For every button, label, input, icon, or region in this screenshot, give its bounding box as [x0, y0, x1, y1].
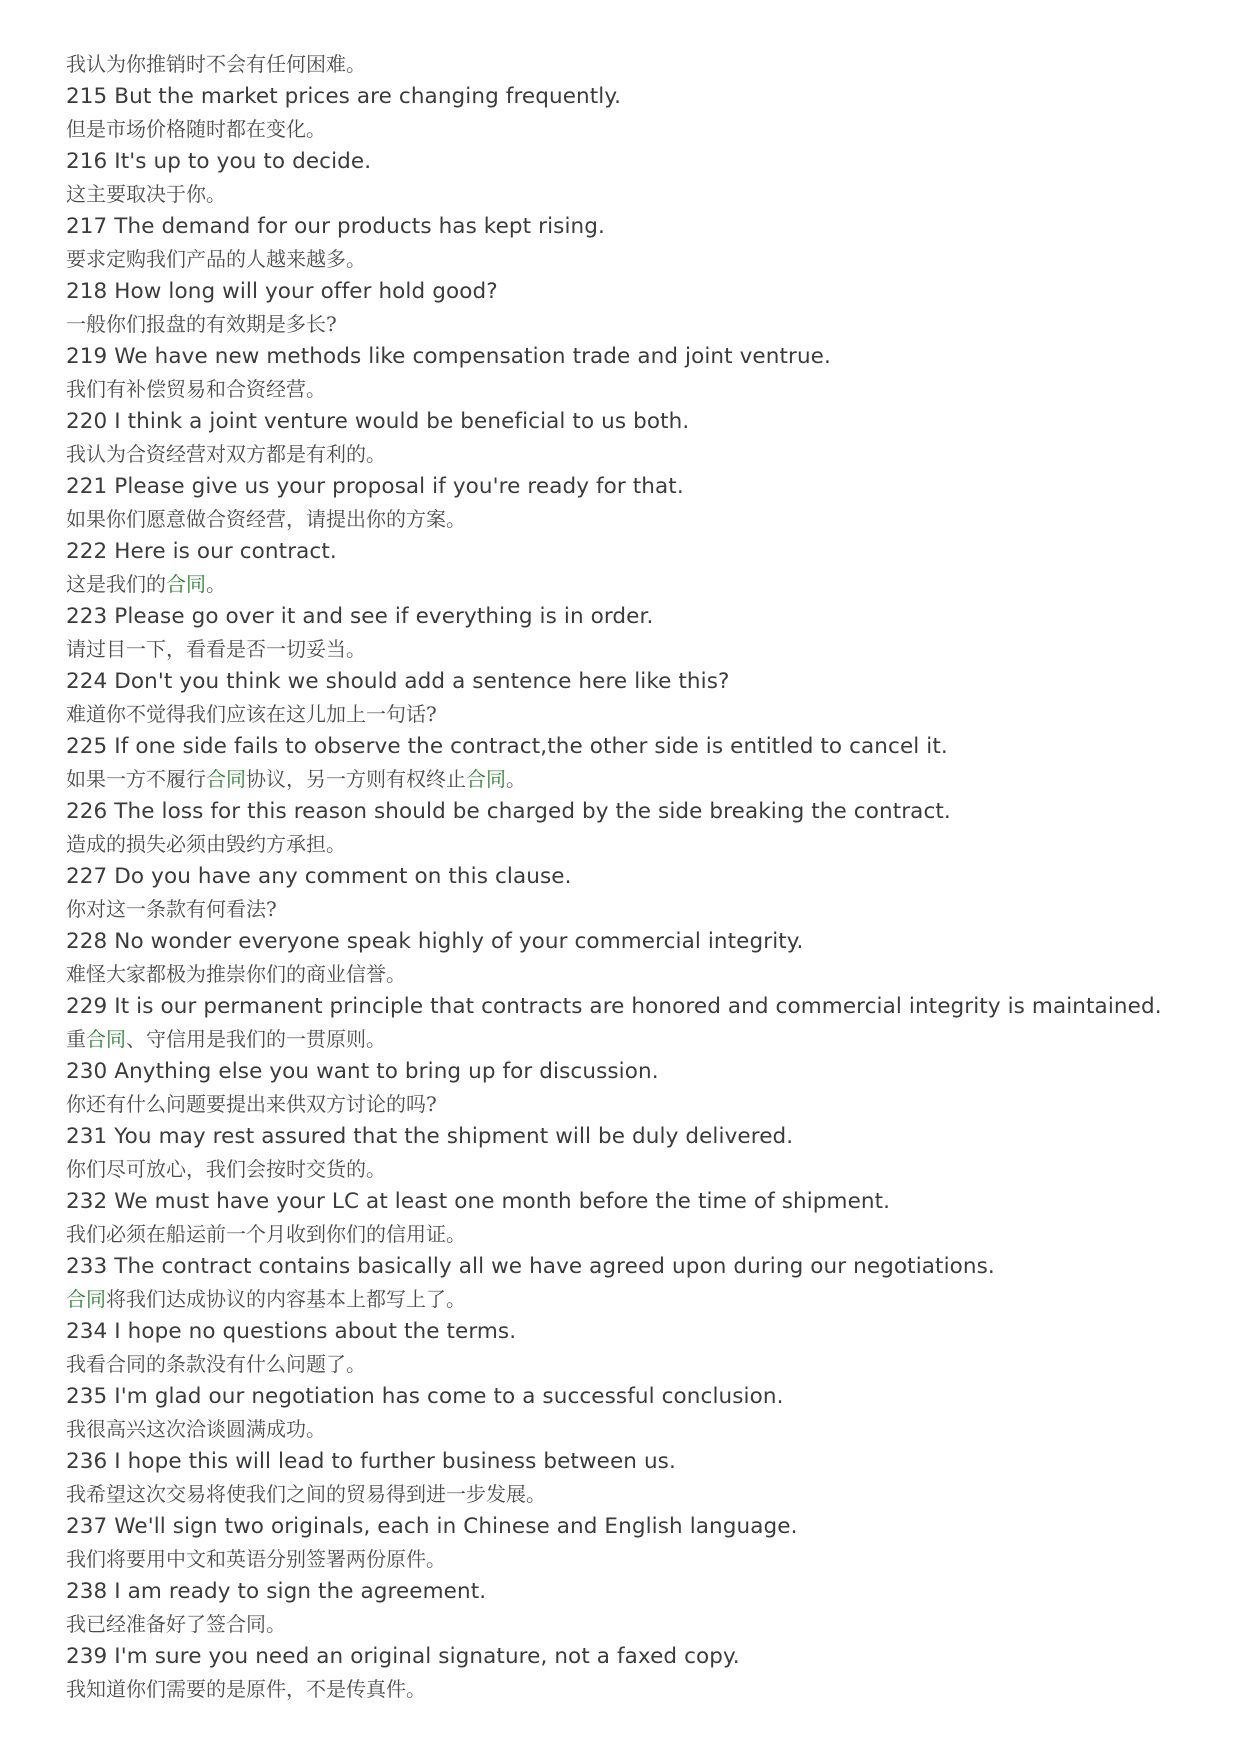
chinese-translation-line [66, 1673, 1216, 1706]
text-segment: 你们尽可放心，我们会按时交货的。 [66, 1157, 386, 1181]
chinese-translation-line [66, 373, 1216, 406]
highlighted-term: 合同 [466, 767, 506, 791]
text-segment: 协议，另一方则有权终止 [246, 767, 466, 791]
highlighted-term: 合同 [166, 572, 206, 596]
text-segment: 这主要取决于你。 [66, 182, 226, 206]
text-segment: 237 We'll sign two originals, each in Chinese and English language. [66, 1513, 798, 1539]
text-segment: 这是我们的 [66, 572, 166, 596]
text-segment: 将我们达成协议的内容基本上都写上了。 [106, 1287, 466, 1311]
english-sentence-line [66, 666, 1216, 699]
chinese-translation-line [66, 1023, 1216, 1056]
text-segment: 225 If one side fails to observe the contract,the other side is entitled to cancel it. [66, 733, 948, 759]
highlighted-term: 合同 [86, 1027, 126, 1051]
chinese-translation-line [66, 243, 1216, 276]
document-page [66, 48, 1216, 1706]
chinese-translation-line [66, 1218, 1216, 1251]
text-segment: 219 We have new methods like compensation trade and joint ventrue. [66, 343, 831, 369]
english-sentence-line [66, 81, 1216, 114]
highlighted-term: 合同 [66, 1287, 106, 1311]
english-sentence-line [66, 211, 1216, 244]
text-segment: 227 Do you have any comment on this clause. [66, 863, 572, 889]
text-segment: 223 Please go over it and see if everything is in order. [66, 603, 654, 629]
text-segment: 难怪大家都极为推崇你们的商业信誉。 [66, 962, 406, 986]
text-segment: 重 [66, 1027, 86, 1051]
chinese-translation-line [66, 1283, 1216, 1316]
chinese-translation-line [66, 1478, 1216, 1511]
text-segment: 我们将要用中文和英语分别签署两份原件。 [66, 1547, 446, 1571]
text-segment: 我已经准备好了签合同。 [66, 1612, 286, 1636]
chinese-translation-line [66, 308, 1216, 341]
text-segment: 231 You may rest assured that the shipment will be duly delivered. [66, 1123, 794, 1149]
english-sentence-line [66, 1056, 1216, 1089]
text-segment: 。 [506, 767, 526, 791]
text-segment: 我希望这次交易将使我们之间的贸易得到进一步发展。 [66, 1482, 546, 1506]
text-segment: 我们有补偿贸易和合资经营。 [66, 377, 326, 401]
text-segment: 我认为你推销时不会有任何困难。 [66, 52, 366, 76]
text-segment: 220 I think a joint venture would be beneficial to us both. [66, 408, 690, 434]
text-segment: 难道你不觉得我们应该在这儿加上一句话? [66, 702, 437, 726]
chinese-translation-line [66, 1608, 1216, 1641]
chinese-translation-line [66, 1088, 1216, 1121]
text-segment: 218 How long will your offer hold good? [66, 278, 498, 304]
text-segment: 你还有什么问题要提出来供双方讨论的吗? [66, 1092, 437, 1116]
text-segment: 。 [206, 572, 226, 596]
chinese-translation-line [66, 828, 1216, 861]
english-sentence-line [66, 1316, 1216, 1349]
english-sentence-line [66, 341, 1216, 374]
text-segment: 234 I hope no questions about the terms. [66, 1318, 517, 1344]
highlighted-term: 合同 [206, 767, 246, 791]
text-segment: 我知道你们需要的是原件，不是传真件。 [66, 1677, 426, 1701]
text-segment: 但是市场价格随时都在变化。 [66, 117, 326, 141]
chinese-translation-line [66, 633, 1216, 666]
chinese-translation-line [66, 958, 1216, 991]
english-sentence-line [66, 146, 1216, 179]
english-sentence-line [66, 601, 1216, 634]
chinese-translation-line [66, 503, 1216, 536]
english-sentence-line [66, 1121, 1216, 1154]
text-segment: 232 We must have your LC at least one month before the time of shipment. [66, 1188, 891, 1214]
text-segment: 我认为合资经营对双方都是有利的。 [66, 442, 386, 466]
text-segment: 221 Please give us your proposal if you're ready for that. [66, 473, 684, 499]
text-segment: 我看合同的条款没有什么问题了。 [66, 1352, 366, 1376]
text-segment: 224 Don't you think we should add a sentence here like this? [66, 668, 730, 694]
chinese-translation-line [66, 48, 1216, 81]
text-segment: 造成的损失必须由毁约方承担。 [66, 832, 346, 856]
english-sentence-line [66, 1576, 1216, 1609]
text-segment: 230 Anything else you want to bring up for discussion. [66, 1058, 659, 1084]
chinese-translation-line [66, 1413, 1216, 1446]
text-segment: 我们必须在船运前一个月收到你们的信用证。 [66, 1222, 466, 1246]
text-segment: 228 No wonder everyone speak highly of your commercial integrity. [66, 928, 804, 954]
english-sentence-line [66, 861, 1216, 894]
english-sentence-line [66, 1511, 1216, 1544]
text-segment: 请过目一下，看看是否一切妥当。 [66, 637, 366, 661]
text-segment: 215 But the market prices are changing frequently. [66, 83, 622, 109]
text-segment: 我很高兴这次洽谈圆满成功。 [66, 1417, 326, 1441]
english-sentence-line [66, 471, 1216, 504]
text-segment: 一般你们报盘的有效期是多长? [66, 312, 337, 336]
chinese-translation-line [66, 1543, 1216, 1576]
chinese-translation-line [66, 1153, 1216, 1186]
text-segment: 217 The demand for our products has kept rising. [66, 213, 605, 239]
english-sentence-line [66, 1251, 1216, 1284]
text-segment: 226 The loss for this reason should be charged by the side breaking the contract. [66, 798, 951, 824]
chinese-translation-line [66, 763, 1216, 796]
english-sentence-line [66, 536, 1216, 569]
text-segment: 你对这一条款有何看法? [66, 897, 277, 921]
text-segment: 233 The contract contains basically all we have agreed upon during our negotiations. [66, 1253, 995, 1279]
chinese-translation-line [66, 1348, 1216, 1381]
text-segment: 235 I'm glad our negotiation has come to a successful conclusion. [66, 1383, 784, 1409]
english-sentence-line [66, 1641, 1216, 1674]
english-sentence-line [66, 1186, 1216, 1219]
text-segment: 、守信用是我们的一贯原则。 [126, 1027, 386, 1051]
english-sentence-line [66, 731, 1216, 764]
english-sentence-line [66, 796, 1216, 829]
chinese-translation-line [66, 438, 1216, 471]
chinese-translation-line [66, 893, 1216, 926]
english-sentence-line [66, 1446, 1216, 1479]
english-sentence-line [66, 406, 1216, 439]
text-segment: 如果一方不履行 [66, 767, 206, 791]
text-segment: 222 Here is our contract. [66, 538, 337, 564]
chinese-translation-line [66, 698, 1216, 731]
english-sentence-line [66, 1381, 1216, 1414]
text-segment: 236 I hope this will lead to further business between us. [66, 1448, 676, 1474]
english-sentence-line [66, 991, 1216, 1024]
text-segment: 229 It is our permanent principle that contracts are honored and commercial integrity is maintained. [66, 993, 1162, 1019]
english-sentence-line [66, 926, 1216, 959]
text-segment: 216 It's up to you to decide. [66, 148, 372, 174]
text-segment: 要求定购我们产品的人越来越多。 [66, 247, 366, 271]
text-segment: 如果你们愿意做合资经营，请提出你的方案。 [66, 507, 466, 531]
chinese-translation-line [66, 568, 1216, 601]
english-sentence-line [66, 276, 1216, 309]
text-segment: 239 I'm sure you need an original signature, not a faxed copy. [66, 1643, 740, 1669]
chinese-translation-line [66, 113, 1216, 146]
chinese-translation-line [66, 178, 1216, 211]
text-segment: 238 I am ready to sign the agreement. [66, 1578, 487, 1604]
